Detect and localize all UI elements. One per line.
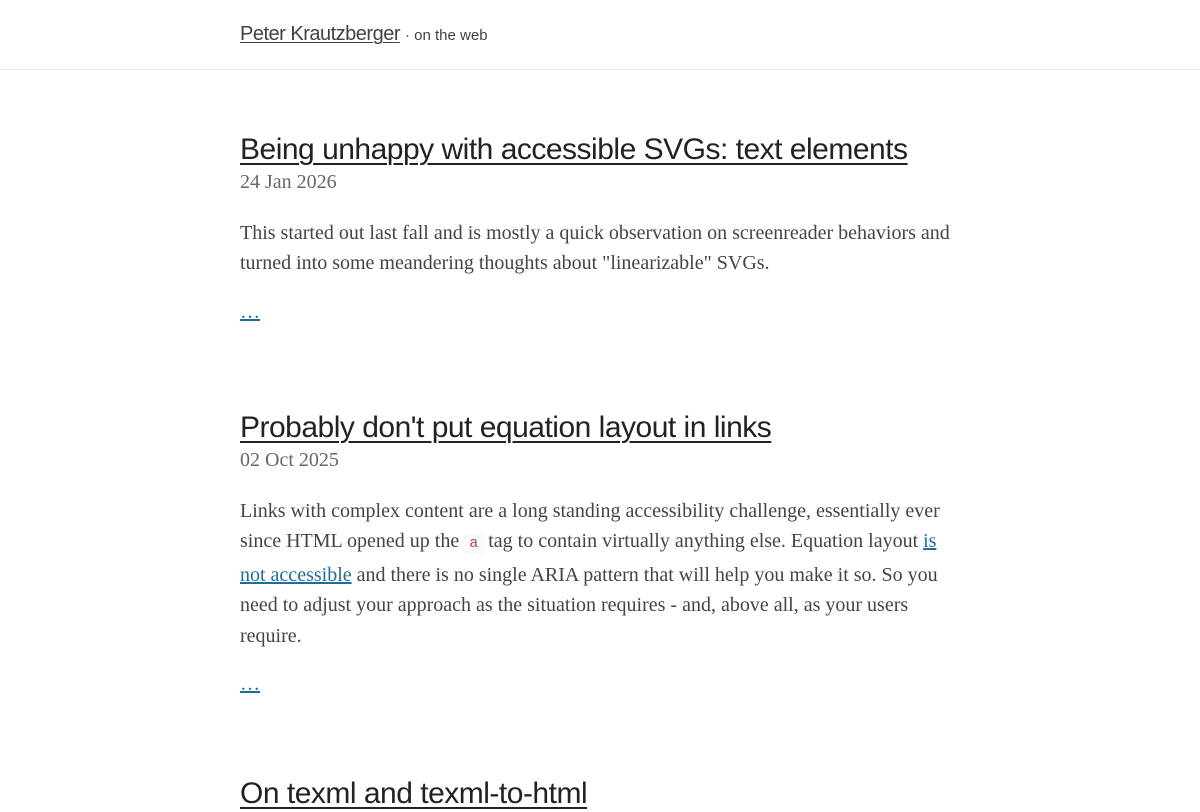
inline-code: a (463, 533, 484, 554)
post-excerpt: This started out last fall and is mostly a quick observation on screenreader behaviors and turned into some meandering thoughts about "linearizable" SVGs. (240, 222, 950, 275)
site-title-link[interactable]: Peter Krautzberger (240, 23, 400, 45)
accessibility-link[interactable]: is not accessible (240, 530, 937, 586)
excerpt-text: tag to contain virtually anything else. Equation layout (488, 530, 919, 553)
site-header-inner (240, 23, 488, 46)
post-title-link[interactable]: Being unhappy with accessible SVGs: text elements (240, 133, 908, 166)
site-header (0, 0, 1200, 70)
post-item (240, 410, 960, 696)
site-tagline: · on the web (404, 27, 488, 44)
post-date: 02 Oct 2025 (240, 449, 339, 471)
post-title-link[interactable]: On texml and texml-to-html (240, 777, 588, 810)
excerpt-text: Links with complex content are a long standing accessibility challenge, essentially ever since HTML opened up the (240, 500, 940, 553)
post-title-link[interactable]: Probably don't put equation layout in links (240, 411, 772, 444)
excerpt-text: and there is no single ARIA pattern that will help you make it so. So you need to adjust your approach as the situation requires - and, above all, as your users require. (240, 563, 938, 647)
post-excerpt (240, 496, 960, 651)
post-item (240, 776, 960, 812)
read-more-link[interactable]: … (240, 300, 260, 323)
post-date: 24 Jan 2026 (240, 171, 337, 193)
post-item (240, 132, 960, 324)
read-more-link[interactable]: … (240, 673, 260, 696)
